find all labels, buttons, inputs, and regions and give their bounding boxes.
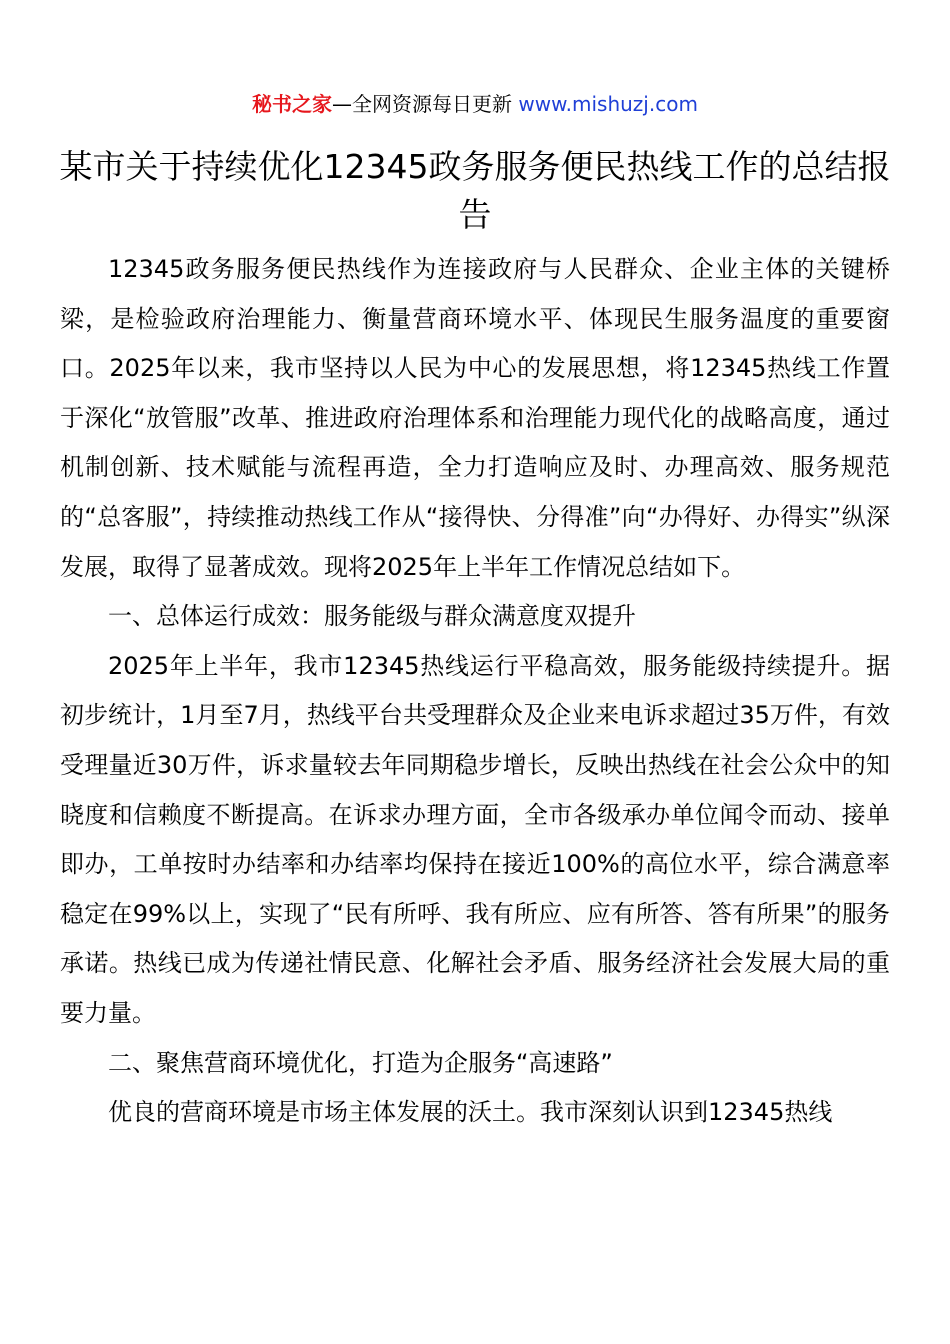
section-2-paragraph: 优良的营商环境是市场主体发展的沃土。我市深刻认识到12345热线 — [108, 1098, 833, 1127]
site-url-link[interactable]: www.mishuzj.com — [518, 92, 698, 116]
brand-name: 秘书之家 — [252, 92, 333, 116]
document-body — [60, 245, 890, 1138]
site-header — [0, 88, 950, 120]
document-title: 某市关于持续优化12345政务服务便民热线工作的总结报告 — [59, 147, 891, 234]
header-slogan: —全网资源每日更新 — [332, 92, 513, 116]
intro-paragraph: 12345政务服务便民热线作为连接政府与人民群众、企业主体的关键桥梁，是检验政府治理能力、衡量营商环境水平、体现民生服务温度的重要窗口。2025年以来，我市坚持以人民为中心的发展思想，将12345热线工作置于深化“放管服”改革、推进政府治理体系和治理能力现代化的战略高度，通过机制创新、技术赋能与流程再造，全力打造响应及时、办理高效、服务规范的“总客服”，持续推动热线工作从“接得快、分得准”向“办得好、办得实”纵深发展，取得了显著成效。现将2025年上半年工作情况总结如下。 — [60, 255, 890, 581]
section-1-paragraph: 2025年上半年，我市12345热线运行平稳高效，服务能级持续提升。据初步统计，1月至7月，热线平台共受理群众及企业来电诉求超过35万件，有效受理量近30万件，诉求量较去年同期稳步增长，反映出热线在社会公众中的知晓度和信赖度不断提高。在诉求办理方面，全市各级承办单位闻令而动、接单即办，工单按时办结率和办结率均保持在接近100%的高位水平，综合满意率稳定在99%以上，实现了“民有所呼、我有所应、应有所答、答有所果”的服务承诺。热线已成为传递社情民意、化解社会矛盾、服务经济社会发展大局的重要力量。 — [60, 651, 890, 1027]
section-1-heading: 一、总体运行成效：服务能级与群众满意度双提升 — [108, 602, 636, 631]
section-2-heading: 二、聚焦营商环境优化，打造为企服务“高速路” — [108, 1048, 613, 1077]
